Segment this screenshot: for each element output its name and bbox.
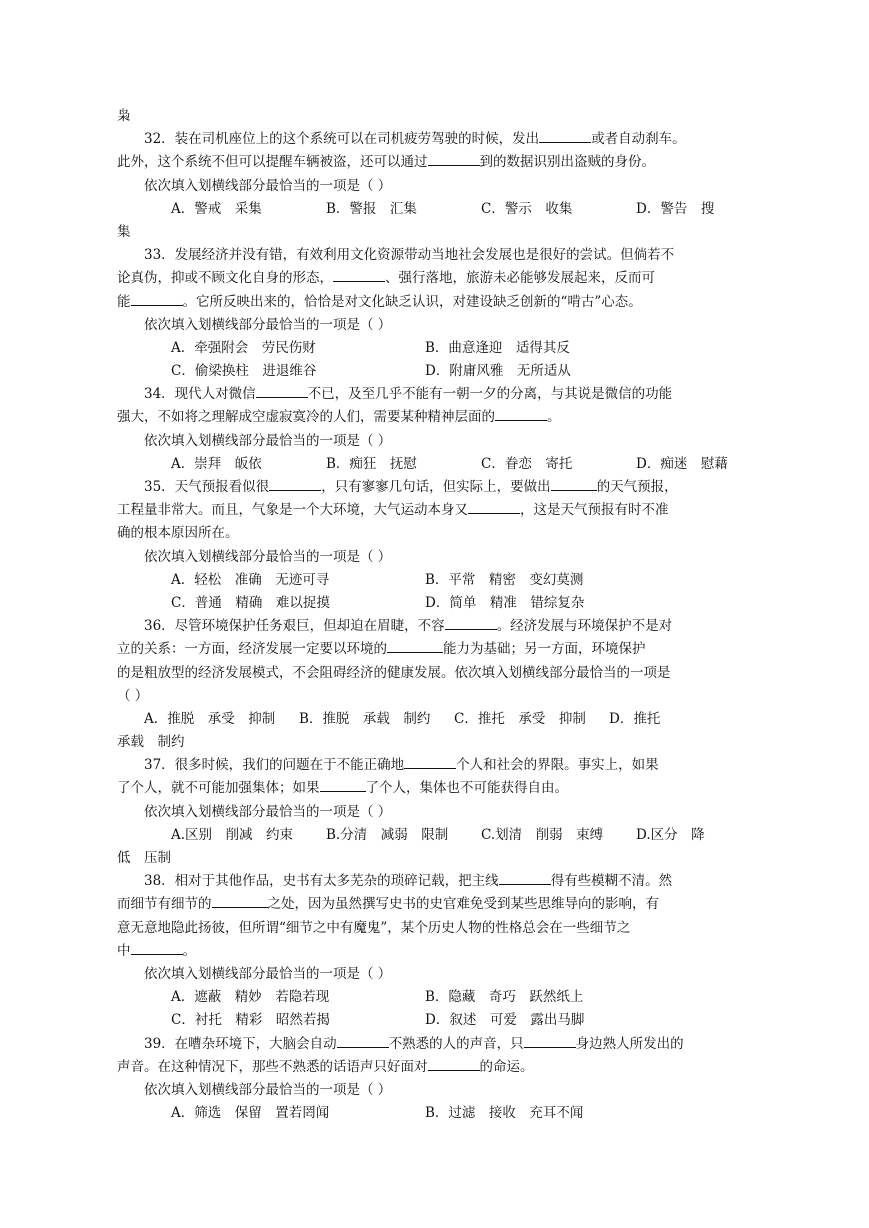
answer-options-line [117,569,739,592]
text-line [117,383,739,406]
fill-in-blank [468,499,520,514]
text-segment: 中 [117,942,131,959]
answer-option: B．曲意逢迎 适得其反 [425,339,570,356]
answer-option: B．隐藏 奇巧 跃然纸上 [425,989,584,1006]
exam-page [117,105,739,1125]
text-line [117,476,739,499]
text-segment: 34．现代人对微信 [144,386,256,403]
answer-option: A．轻松 准确 无迹可寻 [171,571,330,588]
text-line [117,731,739,754]
answer-option: A．警戒 采集 [171,200,262,217]
text-segment: 。它所反映出来的，恰恰是对文化缺乏认识，对建设缺乏创新的“啃古”心态。 [182,293,642,310]
text-segment: 39．在嘈杂环境下，大脑会自动 [144,1035,337,1052]
fill-in-blank [387,638,443,653]
text-segment: 或者自动刹车。 [591,131,686,148]
text-segment: 依次填入划横线部分最恰当的一项是（ ） [144,803,392,820]
text-segment: ，只有寥寥几句话，但实际上，要做出 [321,479,551,495]
answer-option: B．推脱 承载 制约 [299,710,431,727]
text-segment: 依次填入划横线部分最恰当的一项是（ ） [144,965,392,982]
fill-in-blank [333,267,385,282]
text-segment: 35．天气预报看似很 [144,479,270,495]
text-segment: ，这是天气预报有时不准 [520,502,669,519]
text-line [117,244,739,267]
text-line [117,267,739,290]
fill-in-blank [269,476,321,491]
text-segment: 立的关系：一方面，经济发展一定要以环境的 [117,641,387,658]
answer-option: D．痴迷 慰藉 [636,455,728,472]
answer-option: D．附庸风雅 无所适从 [425,363,571,380]
text-segment: 工程量非常大。而且，气象是一个大环境，大气运动本身又 [117,502,468,519]
text-segment: 33．发展经济并没有错，有效利用文化资源带动当地社会发展也是很好的尝试。但倘若不 [144,247,675,264]
text-line [117,406,739,429]
text-segment: 32．装在司机座位上的这个系统可以在司机疲劳驾驶的时候，发出 [144,131,540,148]
fill-in-blank [428,1056,480,1071]
text-segment: 依次填入划横线部分最恰当的一项是（ ） [144,432,392,449]
text-line [117,522,739,545]
text-line [117,917,739,940]
fill-in-blank [404,754,456,769]
text-segment: 承载 制约 [117,734,185,751]
fill-in-blank [131,940,183,955]
text-line [117,221,739,244]
answer-options-line [117,453,739,476]
text-line [117,430,739,453]
text-segment: 能 [117,293,131,310]
text-line [117,615,739,638]
text-segment: 论真伪，抑或不顾文化自身的形态， [117,270,333,287]
text-segment: 了个人，集体也不可能获得自由。 [365,780,568,797]
answer-option: B．过滤 接收 充耳不闻 [425,1105,584,1122]
answer-option: D．推托 [609,710,661,727]
answer-option: D．警告 搜 [636,200,715,217]
answer-options-line [117,708,739,731]
text-segment: 。经济发展与环境保护不是对 [496,618,673,635]
text-segment: 之处，因为虽然撰写史书的史官难免受到某些思维导向的影响，有 [267,896,659,913]
fill-in-blank [256,383,308,398]
answer-option: C．眷恋 寄托 [481,455,573,472]
text-segment: 38．相对于其他作品，史书有太多芜杂的琐碎记载，把主线 [144,873,499,890]
text-segment: 确的根本原因所在。 [117,525,239,542]
text-segment: 身边熟人所发出的 [575,1035,684,1052]
text-segment: 不已，及至几乎不能有一朝一夕的分离，与其说是微信的功能 [307,386,673,403]
answer-option: B．平常 精密 变幻莫测 [425,571,584,588]
answer-options-line [117,986,739,1009]
text-segment: 、强行落地，旅游未必能够发展起来，反而可 [385,270,655,287]
answer-option: A．筛选 保留 置若罔闻 [171,1105,330,1122]
text-segment: 依次填入划横线部分最恰当的一项是（ ） [144,316,392,333]
answer-options-line [117,592,739,615]
text-segment: 依次填入划横线部分最恰当的一项是（ ） [144,548,392,565]
text-line [117,128,739,151]
text-line [117,151,739,174]
fill-in-blank [428,151,480,166]
answer-option: C．推托 承受 抑制 [454,710,586,727]
text-segment: 的是粗放型的经济发展模式，不会阻碍经济的健康发展。依次填入划横线部分最恰当的一项是 [117,664,671,681]
answer-option: C．警示 收集 [481,200,573,217]
text-line [117,801,739,824]
fill-in-blank [495,406,547,421]
text-line [117,175,739,198]
fill-in-blank [445,615,497,630]
answer-option: D．简单 精准 错综复杂 [425,594,585,611]
answer-options-line [117,1102,739,1125]
answer-options-line [117,1009,739,1032]
answer-options-line [117,360,739,383]
fill-in-blank [212,893,268,908]
fill-in-blank [320,777,366,792]
text-segment: 声音。在这种情况下，那些不熟悉的话语声只好面对 [117,1058,428,1075]
answer-option: C．普通 精确 难以捉摸 [171,594,330,611]
answer-option: B.分清 减弱 限制 [326,826,449,843]
answer-option: B．警报 汇集 [326,200,417,217]
answer-option: D．叙述 可爱 露出马脚 [425,1012,585,1029]
text-line [117,685,739,708]
text-segment: 得有些模糊不清。然 [550,873,673,890]
fill-in-blank [337,1033,389,1048]
text-line [117,1056,739,1079]
answer-options-line [117,337,739,360]
text-line [117,870,739,893]
text-segment: 强大，不如将之理解成空虚寂寞冷的人们，需要某种精神层面的 [117,409,495,426]
text-segment: 不熟悉的人的声音，只 [388,1035,524,1052]
text-line [117,638,739,661]
answer-options-line [117,198,739,221]
answer-option: A．牵强附会 劳民伤财 [171,339,316,356]
text-line [117,1079,739,1102]
text-line [117,499,739,522]
text-segment: 集 [117,223,131,240]
text-segment: 能力为基础；另一方面，环境保护 [443,641,646,658]
fill-in-blank [131,291,183,306]
text-line [117,963,739,986]
answer-option: C．衬托 精彩 昭然若揭 [171,1012,330,1029]
fill-in-blank [539,128,591,143]
answer-option: A.区别 削减 约束 [171,826,294,843]
text-segment: 依次填入划横线部分最恰当的一项是（ ） [144,177,392,194]
text-line [117,777,739,800]
text-line [117,847,739,870]
text-segment: （ ） [117,687,149,704]
text-segment: 了个人，就不可能加强集体；如果 [117,780,320,797]
answer-option: C．偷梁换柱 进退维谷 [171,363,317,380]
text-segment: 到的数据识别出盗贼的身份。 [479,154,655,171]
text-line [117,754,739,777]
text-line [117,940,739,963]
text-segment: 此外，这个系统不但可以提醒车辆被盗，还可以通过 [117,154,428,171]
text-segment: 的命运。 [479,1058,534,1075]
text-segment: 依次填入划横线部分最恰当的一项是（ ） [144,1081,392,1098]
text-segment: 低 压制 [117,850,171,866]
text-line [117,546,739,569]
text-segment: 意无意地隐此扬彼，但所谓“细节之中有魔鬼”，某个历史人物的性格总会在一些细节之 [117,919,631,936]
answer-option: C.划清 削弱 束缚 [481,826,604,843]
text-line [117,314,739,337]
answer-option: D.区分 降 [636,826,705,843]
answer-option: A．推脱 承受 抑制 [144,710,276,727]
answer-option: B．痴狂 抚慰 [326,455,417,472]
text-segment: 36．尽管环境保护任务艰巨，但却迫在眉睫，不容 [144,618,445,635]
text-line [117,893,739,916]
answer-option: A．崇拜 皈依 [171,455,262,472]
text-line [117,291,739,314]
answer-option: A．遮蔽 精妙 若隐若现 [171,989,330,1006]
fill-in-blank [524,1033,576,1048]
text-segment: 而细节有细节的 [117,896,212,913]
text-segment: 的天气预报， [596,479,678,495]
fill-in-blank [499,870,551,885]
text-line [117,1033,739,1056]
text-line [117,662,739,685]
text-segment: 37．很多时候，我们的问题在于不能正确地 [144,757,405,774]
text-line [117,105,739,128]
text-segment: 个人和社会的界限。事实上，如果 [456,757,659,774]
answer-options-line [117,824,739,847]
text-segment: 枭 [117,108,131,124]
text-segment: 。 [547,409,561,426]
text-segment: 。 [182,942,196,959]
fill-in-blank [551,476,597,491]
